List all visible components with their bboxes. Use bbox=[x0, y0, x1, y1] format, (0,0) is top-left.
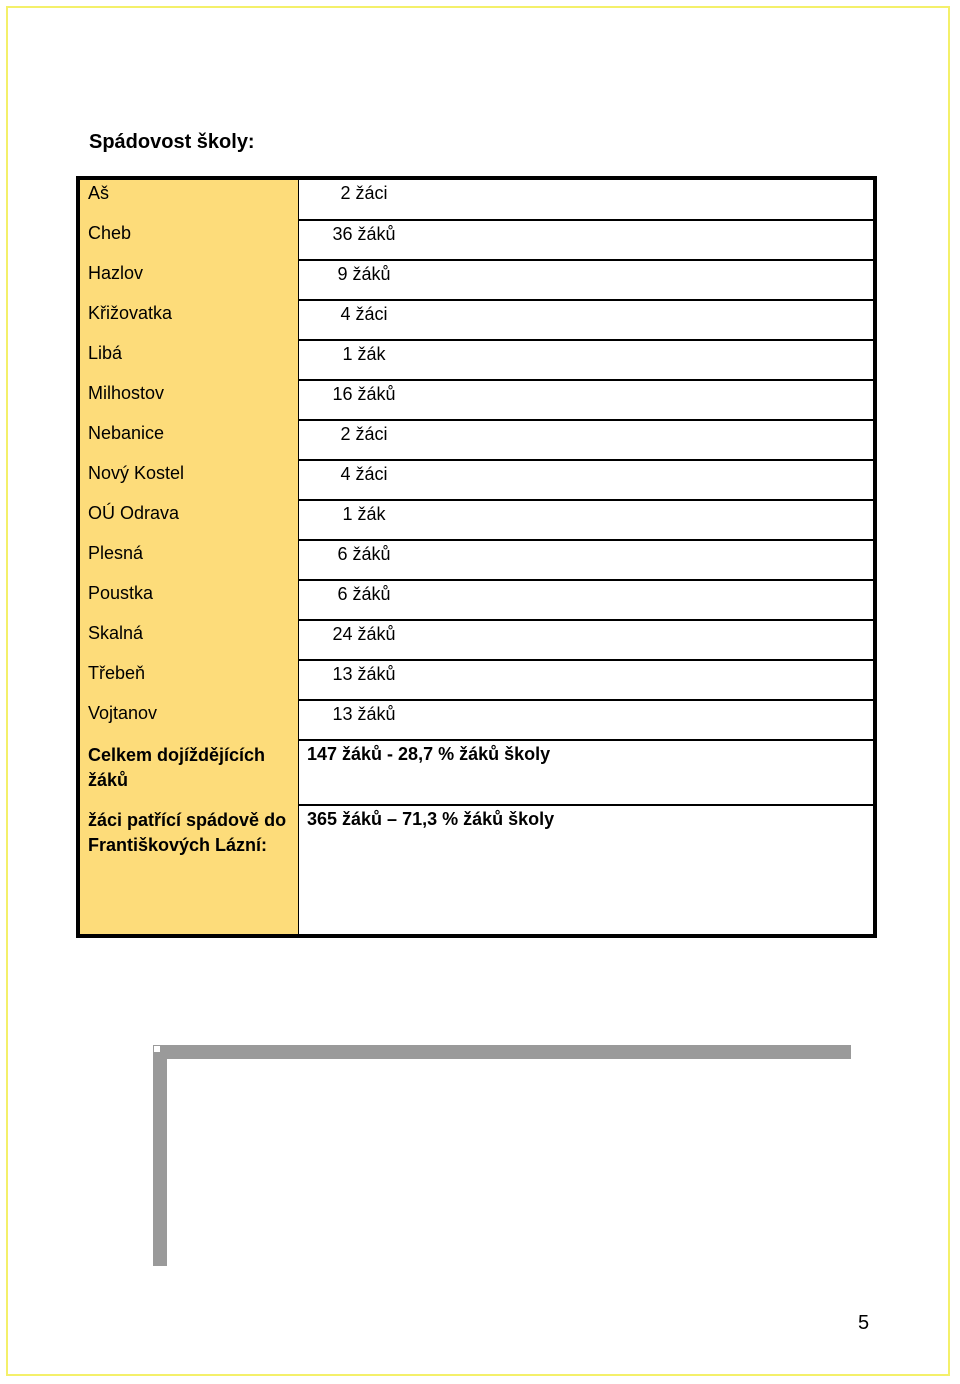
student-count-cell bbox=[299, 420, 873, 460]
student-count: 24 žáků bbox=[332, 624, 396, 644]
table-row-local bbox=[80, 805, 873, 938]
student-count: 4 žáci bbox=[340, 304, 388, 324]
place-name: Křižovatka bbox=[88, 303, 173, 323]
student-count: 2 žáci bbox=[340, 183, 388, 203]
place-name: OÚ Odrava bbox=[88, 503, 180, 523]
student-count: 16 žáků bbox=[332, 384, 396, 404]
section-heading: Spádovost školy: bbox=[89, 131, 255, 153]
frame-left-edge bbox=[153, 1045, 167, 1266]
table-row bbox=[80, 500, 873, 540]
student-count: 13 žáků bbox=[332, 704, 396, 724]
place-name: Nový Kostel bbox=[88, 463, 185, 483]
student-count: 36 žáků bbox=[332, 224, 396, 244]
student-count-cell bbox=[299, 580, 873, 620]
student-count-cell bbox=[299, 540, 873, 580]
catchment-table-grid bbox=[80, 180, 873, 938]
frame-top-edge bbox=[153, 1045, 851, 1059]
place-name: Třebeň bbox=[88, 663, 146, 683]
student-count: 2 žáci bbox=[340, 424, 388, 444]
local-value: 365 žáků – 71,3 % žáků školy bbox=[307, 809, 555, 829]
place-name: Libá bbox=[88, 343, 123, 363]
table-row bbox=[80, 180, 873, 220]
table-row bbox=[80, 220, 873, 260]
student-count-cell bbox=[299, 500, 873, 540]
table-row bbox=[80, 700, 873, 740]
place-name: Cheb bbox=[88, 223, 132, 243]
student-count: 1 žák bbox=[342, 504, 386, 524]
place-name: Plesná bbox=[88, 543, 144, 563]
student-count: 13 žáků bbox=[332, 664, 396, 684]
frame-corner-handle bbox=[154, 1046, 160, 1052]
place-name: Milhostov bbox=[88, 383, 165, 403]
total-value: 147 žáků - 28,7 % žáků školy bbox=[299, 740, 873, 805]
student-count-cell bbox=[299, 340, 873, 380]
total-label: Celkem dojíždějících žáků bbox=[88, 745, 266, 790]
place-name: Hazlov bbox=[88, 263, 144, 283]
table-row bbox=[80, 620, 873, 660]
student-count-cell bbox=[299, 220, 873, 260]
student-count: 6 žáků bbox=[337, 544, 391, 564]
table-row bbox=[80, 340, 873, 380]
table-row bbox=[80, 460, 873, 500]
student-count: 1 žák bbox=[342, 344, 386, 364]
table-row bbox=[80, 380, 873, 420]
page-number: 5 bbox=[858, 1312, 870, 1334]
student-count: 9 žáků bbox=[337, 264, 391, 284]
student-count-cell bbox=[299, 460, 873, 500]
student-count-cell bbox=[299, 700, 873, 740]
local-label: žáci patřící spádově do Františkových Lázní: bbox=[88, 810, 287, 855]
table-row bbox=[80, 420, 873, 460]
table-row-total bbox=[80, 740, 873, 805]
table-body bbox=[80, 180, 873, 938]
student-count-cell bbox=[299, 180, 873, 220]
place-name: Skalná bbox=[88, 623, 144, 643]
place-name: Vojtanov bbox=[88, 703, 158, 723]
place-name: Aš bbox=[88, 183, 110, 203]
catchment-table bbox=[76, 176, 877, 938]
table-row bbox=[80, 260, 873, 300]
place-name: Poustka bbox=[88, 583, 154, 603]
place-name: Nebanice bbox=[88, 423, 165, 443]
table-row bbox=[80, 300, 873, 340]
student-count: 4 žáci bbox=[340, 464, 388, 484]
student-count-cell bbox=[299, 660, 873, 700]
table-row bbox=[80, 660, 873, 700]
student-count: 6 žáků bbox=[337, 584, 391, 604]
student-count-cell bbox=[299, 260, 873, 300]
student-count-cell bbox=[299, 380, 873, 420]
student-count-cell bbox=[299, 300, 873, 340]
table-row bbox=[80, 540, 873, 580]
table-row bbox=[80, 580, 873, 620]
student-count-cell bbox=[299, 620, 873, 660]
